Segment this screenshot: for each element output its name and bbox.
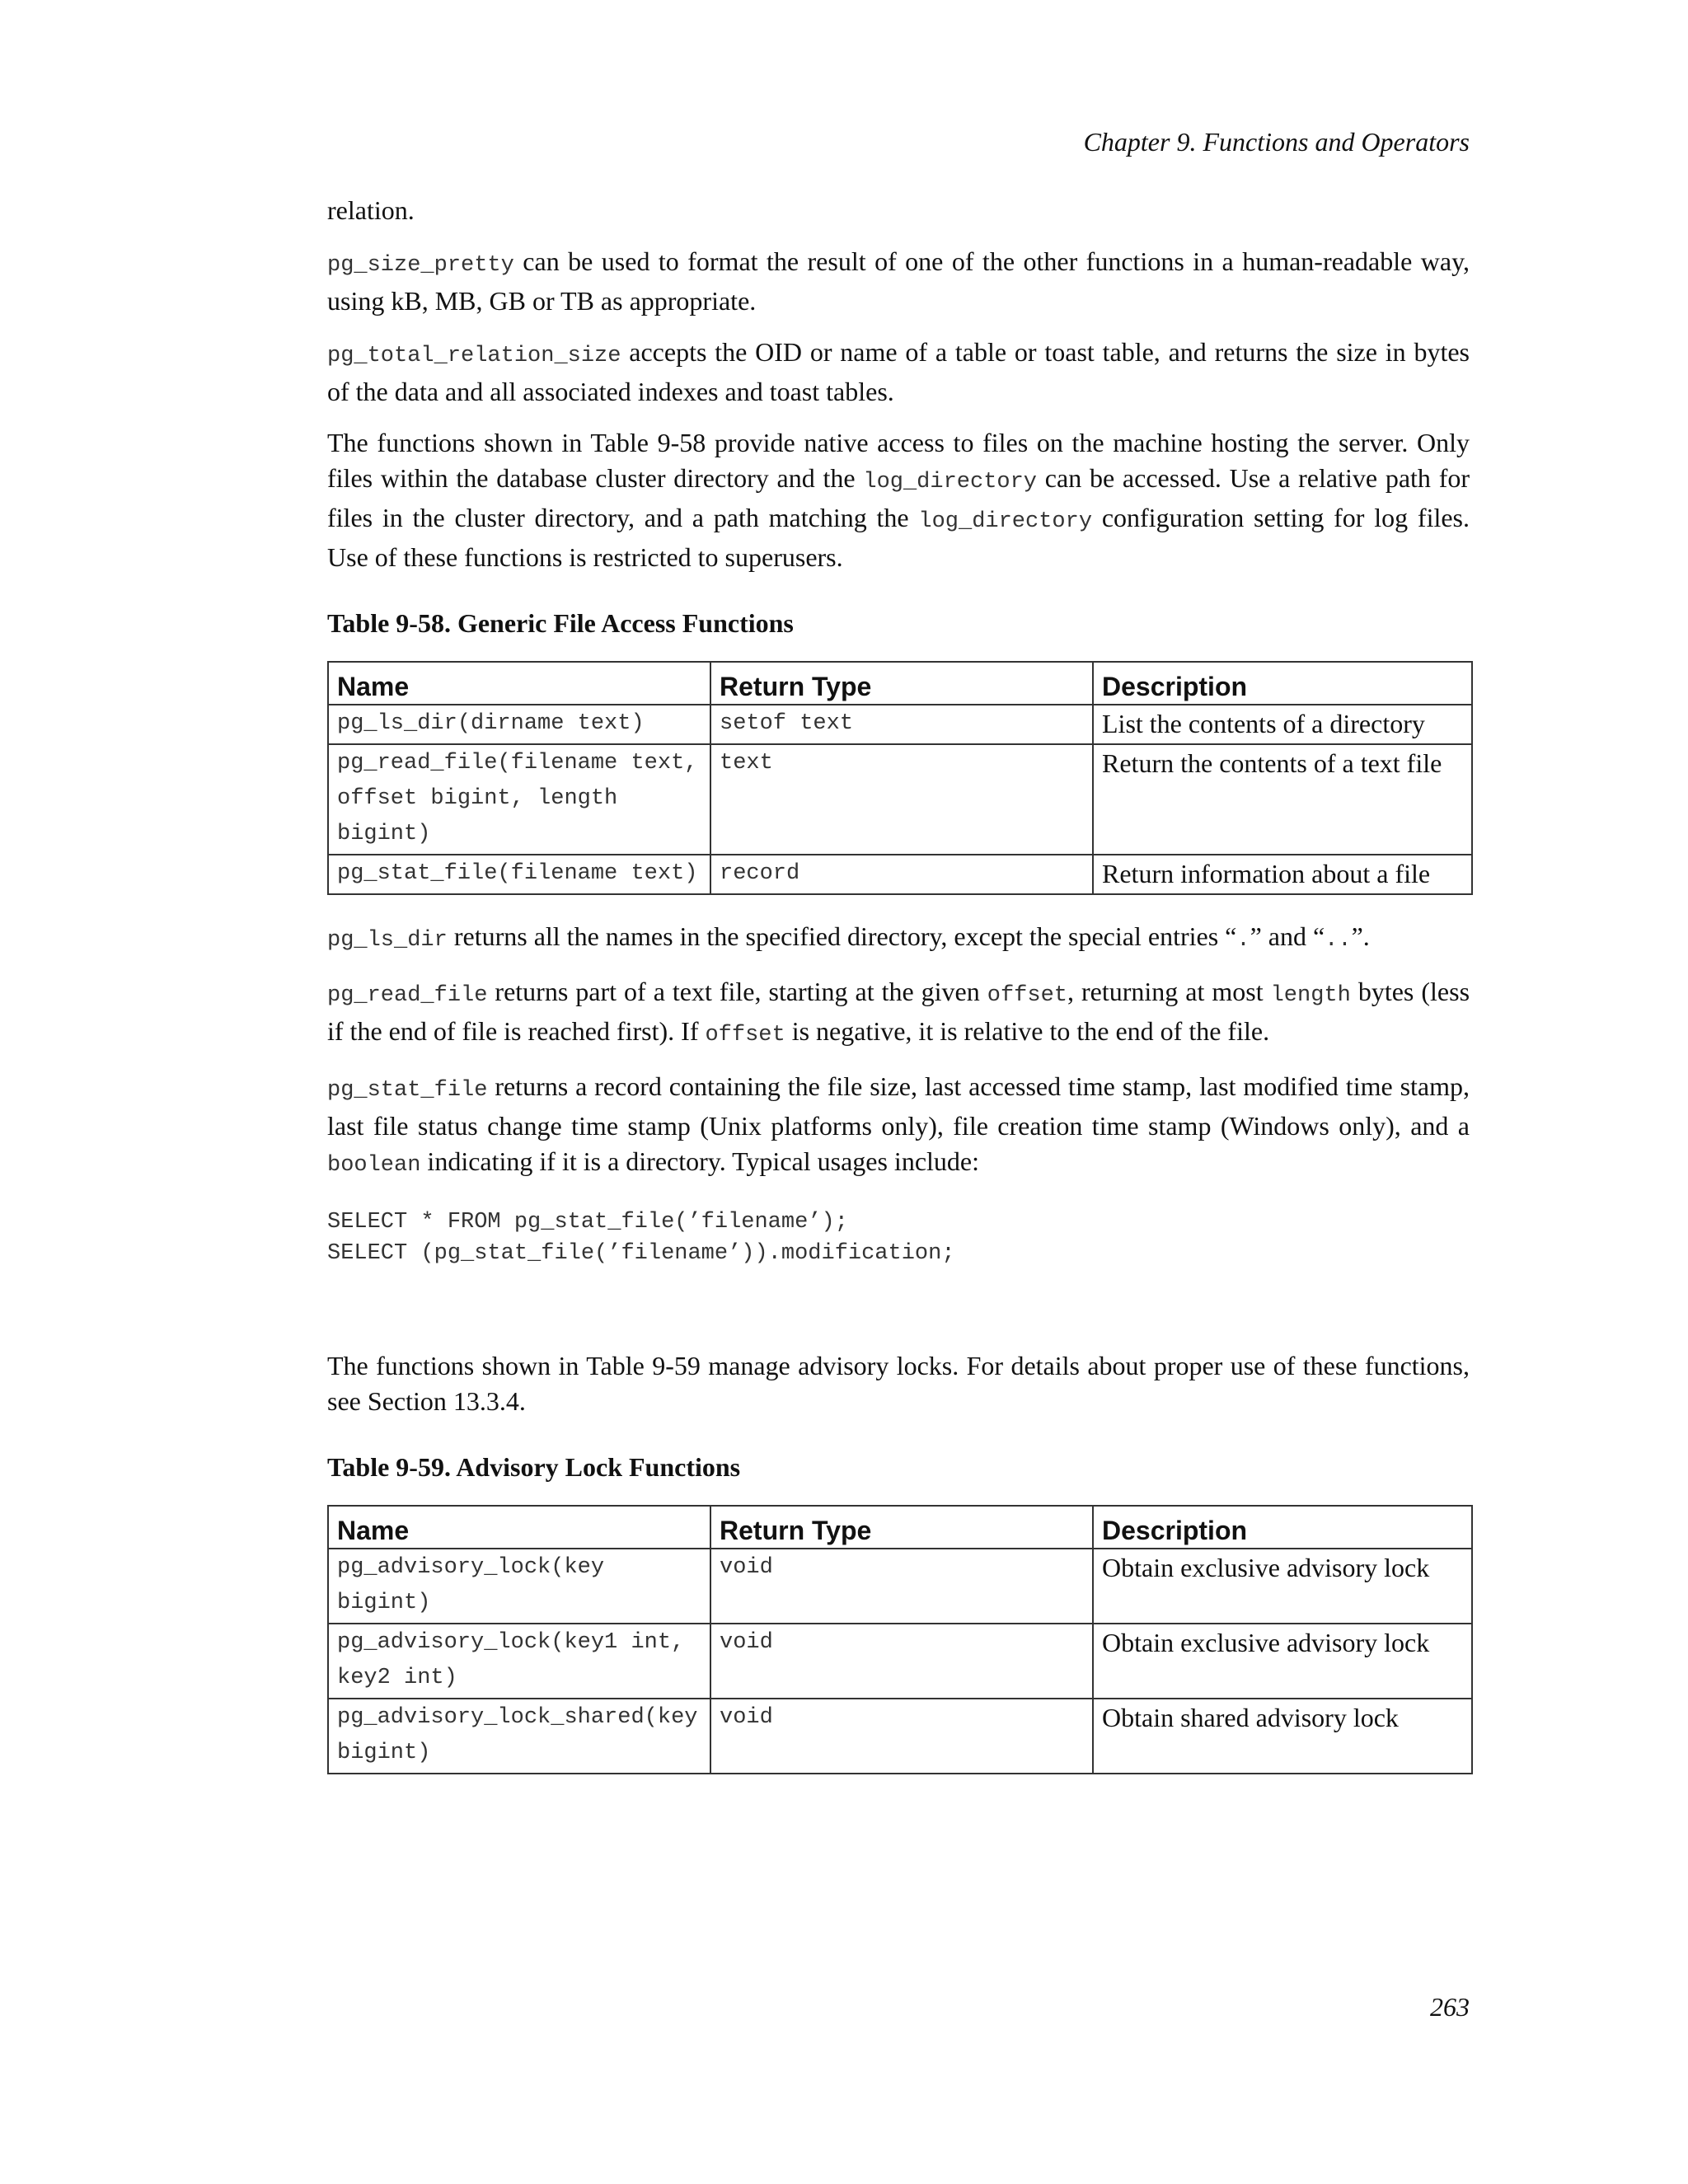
code-pg-ls-dir: pg_ls_dir	[327, 928, 448, 953]
cell-return-type: void	[710, 1549, 1093, 1624]
paragraph-relation: relation.	[327, 195, 415, 225]
cell-description: Return information about a file	[1093, 855, 1472, 894]
text-span: is negative, it is relative to the end of the file.	[785, 1016, 1270, 1046]
cell-function-name: pg_read_file(filename text, offset bigint, length bigint)	[328, 744, 710, 855]
cell-return-type: setof text	[710, 705, 1093, 744]
column-header-return-type: Return Type	[710, 1506, 1093, 1549]
paragraph-total-relation-size	[327, 335, 1470, 410]
code-pg-stat-file: pg_stat_file	[327, 1078, 488, 1103]
column-header-return-type: Return Type	[710, 662, 1093, 705]
page-number: 263	[1430, 1992, 1470, 2022]
table-row	[328, 705, 1472, 744]
code-offset: offset	[987, 983, 1067, 1008]
paragraph-advisory-intro: The functions shown in Table 9-59 manage advisory locks. For details about proper use of these functions, see Section 13.3.4.	[327, 1351, 1470, 1416]
cell-description: Obtain shared advisory lock	[1093, 1699, 1472, 1774]
table-row	[328, 855, 1472, 894]
column-header-description: Description	[1093, 662, 1472, 705]
paragraph-stat-file	[327, 1069, 1470, 1183]
table-row	[328, 1699, 1472, 1774]
table-header-row	[328, 1506, 1472, 1549]
cell-function-name: pg_advisory_lock_shared(key bigint)	[328, 1699, 710, 1774]
text-span: configuration setting for log files. Use of these functions is restricted to superusers.	[327, 503, 1470, 572]
code-log-directory: log_directory	[863, 470, 1038, 494]
running-head: Chapter 9. Functions and Operators	[1083, 127, 1470, 157]
code-offset: offset	[705, 1023, 785, 1047]
column-header-name: Name	[328, 662, 710, 705]
cell-return-type: record	[710, 855, 1093, 894]
text-span: indicating if it is a directory. Typical usages include:	[420, 1146, 979, 1176]
code-dotdot: ..	[1325, 928, 1352, 953]
table-58	[327, 661, 1473, 895]
cell-description: List the contents of a directory	[1093, 705, 1472, 744]
code-pg-size-pretty: pg_size_pretty	[327, 253, 514, 278]
paragraph-text: can be used to format the result of one of the other functions in a human-readable way, using kB, MB, GB or TB as appropriate.	[327, 246, 1470, 316]
paragraph-file-access-intro	[327, 425, 1470, 575]
paragraph-ls-dir	[327, 919, 1470, 958]
page-content	[327, 193, 1470, 1798]
cell-return-type: text	[710, 744, 1093, 855]
text-span: , returning at most	[1067, 977, 1271, 1006]
code-dot: .	[1236, 928, 1250, 953]
text-span: can be accessed. Use a relative path for files in the cluster directory, and a path matching the	[327, 463, 1470, 532]
text-span: returns part of a text file, starting at the given	[487, 977, 987, 1006]
paragraph-size-pretty	[327, 244, 1470, 319]
cell-function-name: pg_ls_dir(dirname text)	[328, 705, 710, 744]
table-row	[328, 1624, 1472, 1699]
code-log-directory: log_directory	[918, 509, 1093, 534]
text-span: returns all the names in the specified directory, except the special entries “	[447, 921, 1237, 951]
cell-function-name: pg_advisory_lock(key1 int, key2 int)	[328, 1624, 710, 1699]
table-header-row	[328, 662, 1472, 705]
code-pg-total-relation-size: pg_total_relation_size	[327, 344, 621, 368]
table-row	[328, 1549, 1472, 1624]
code-length: length	[1270, 983, 1351, 1008]
code-example: SELECT * FROM pg_stat_file(’filename’); SELECT (pg_stat_file(’filename’)).modification;	[327, 1210, 955, 1266]
cell-function-name: pg_stat_file(filename text)	[328, 855, 710, 894]
cell-function-name: pg_advisory_lock(key bigint)	[328, 1549, 710, 1624]
cell-description: Obtain exclusive advisory lock	[1093, 1624, 1472, 1699]
text-span: returns a record containing the file size, last accessed time stamp, last modified time stamp, last file status change time stamp (Unix platforms only), file creation time stamp (Windows only), and a	[327, 1071, 1470, 1141]
cell-return-type: void	[710, 1624, 1093, 1699]
text-span: The functions shown in Table 9-58 provide native access to files on the machine hosting the server. Only files within the database cluster directory and the	[327, 428, 1470, 493]
column-header-description: Description	[1093, 1506, 1472, 1549]
text-span: bytes (less if the end of file is reached first). If	[327, 977, 1470, 1046]
code-boolean: boolean	[327, 1153, 421, 1178]
cell-description: Return the contents of a text file	[1093, 744, 1472, 855]
table-59-caption: Table 9-59. Advisory Lock Functions	[327, 1452, 741, 1482]
paragraph-text: accepts the OID or name of a table or toast table, and returns the size in bytes of the data and all associated indexes and toast tables.	[327, 337, 1470, 406]
table-row	[328, 744, 1472, 855]
table-59	[327, 1505, 1473, 1774]
cell-description: Obtain exclusive advisory lock	[1093, 1549, 1472, 1624]
code-pg-read-file: pg_read_file	[327, 983, 488, 1008]
text-span: ”.	[1351, 921, 1370, 951]
column-header-name: Name	[328, 1506, 710, 1549]
cell-return-type: void	[710, 1699, 1093, 1774]
text-span: ” and “	[1250, 921, 1325, 951]
paragraph-read-file	[327, 974, 1470, 1053]
table-58-caption: Table 9-58. Generic File Access Functions	[327, 608, 794, 638]
